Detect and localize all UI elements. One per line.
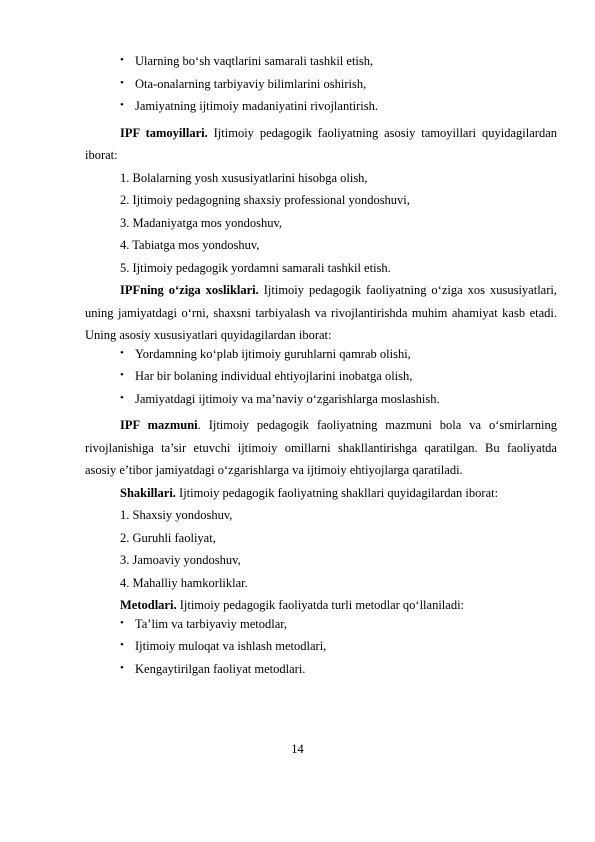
methods-paragraph: Metodlari. Ijtimoiy pedagogik faoliyatda turli metodlar qo‘llaniladi: [120,598,465,612]
numbered-item: 5. Ijtimoiy pedagogik yordamni samarali tashkil etish. [120,260,391,275]
numbered-item: 4. Tabiatga mos yondoshuv, [120,238,260,252]
bullet-item: • Kengaytirilgan faoliyat metodlari. [120,661,306,676]
methods-heading: Metodlari. [120,598,177,612]
page-content [85,54,557,684]
bullet-icon: • [120,369,124,381]
numbered-item: 3. Madaniyatga mos yondoshuv, [120,215,283,230]
forms-paragraph: Shakillari. Ijtimoiy pedagogik faoliyatning shakllari quyidagilardan iborat: [120,485,499,500]
bullet-item: • Jamiyatdagi ijtimoiy va ma’naviy o‘zgarishlarga moslashish. [120,391,440,406]
content-paragraph: IPF mazmuni. Ijtimoiy pedagogik faoliyatning mazmuni bola va o‘smirlarning rivojlanishiga ta’sir etuvchi ijtimoiy omillarni shakllantirishga qaratilgan. Bu faoliyatda asosiy e’tibor jamiyatdagi o‘zgarishlarga va ijtimoiy ehtiyojlarga qaratiladi. [85,418,558,477]
page-number: 14 [291,742,304,756]
bullet-icon: • [120,54,124,66]
bullet-item: • Ta’lim va tarbiyaviy metodlar, [120,616,288,631]
bullet-icon: • [120,346,124,359]
bullet-icon: • [120,616,124,629]
numbered-item: 1. Bolalarning yosh xususiyatlarini hisobga olish, [120,170,368,185]
principles-heading: IPF tamoyillari. [120,125,208,140]
bullet-item: • Ularning bo‘sh vaqtlarini samarali tashkil etish, [120,54,374,68]
bullet-icon: • [120,661,124,674]
bullet-item: • Jamiyatning ijtimoiy madaniyatini rivojlantirish. [120,99,379,113]
bullet-icon: • [120,99,124,111]
features-paragraph: IPFning o‘ziga xosliklari. Ijtimoiy pedagogik faoliyatning o‘ziga xos xususiyatlari, uning jamiyatdagi o‘rni, shaxsni tarbiyalash va rivojlantirishda muhim ahamiyat kasb etadi. Uning asosiy xususiyatlari quyidagilardan iborat: [85,283,557,342]
bullet-icon: • [120,391,124,404]
content-heading: IPF mazmuni [120,418,198,432]
bullet-item: • Ijtimoiy muloqat va ishlash metodlari, [120,639,327,653]
bullet-icon: • [120,639,124,651]
numbered-item: 1. Shaxsiy yondoshuv, [120,508,233,522]
numbered-item: 2. Guruhli faoliyat, [120,530,216,545]
forms-heading: Shakillari. [120,485,176,500]
bullet-icon: • [120,76,124,89]
principles-paragraph: IPF tamoyillari. Ijtimoiy pedagogik faoliyatning asosiy tamoyillari quyidagilardan iborat: [85,125,558,162]
numbered-item: 4. Mahalliy hamkorliklar. [120,575,248,590]
features-heading: IPFning o‘ziga xosliklari. [120,283,259,297]
numbered-item: 2. Ijtimoiy pedagogning shaxsiy professional yondoshuvi, [120,193,410,207]
bullet-item: • Ota-onalarning tarbiyaviy bilimlarini oshirish, [120,76,367,91]
bullet-item: • Har bir bolaning individual ehtiyojlarini inobatga olish, [120,369,413,383]
numbered-item: 3. Jamoaviy yondoshuv, [120,553,241,567]
bullet-item: • Yordamning ko‘plab ijtimoiy guruhlarni qamrab olishi, [120,346,411,361]
